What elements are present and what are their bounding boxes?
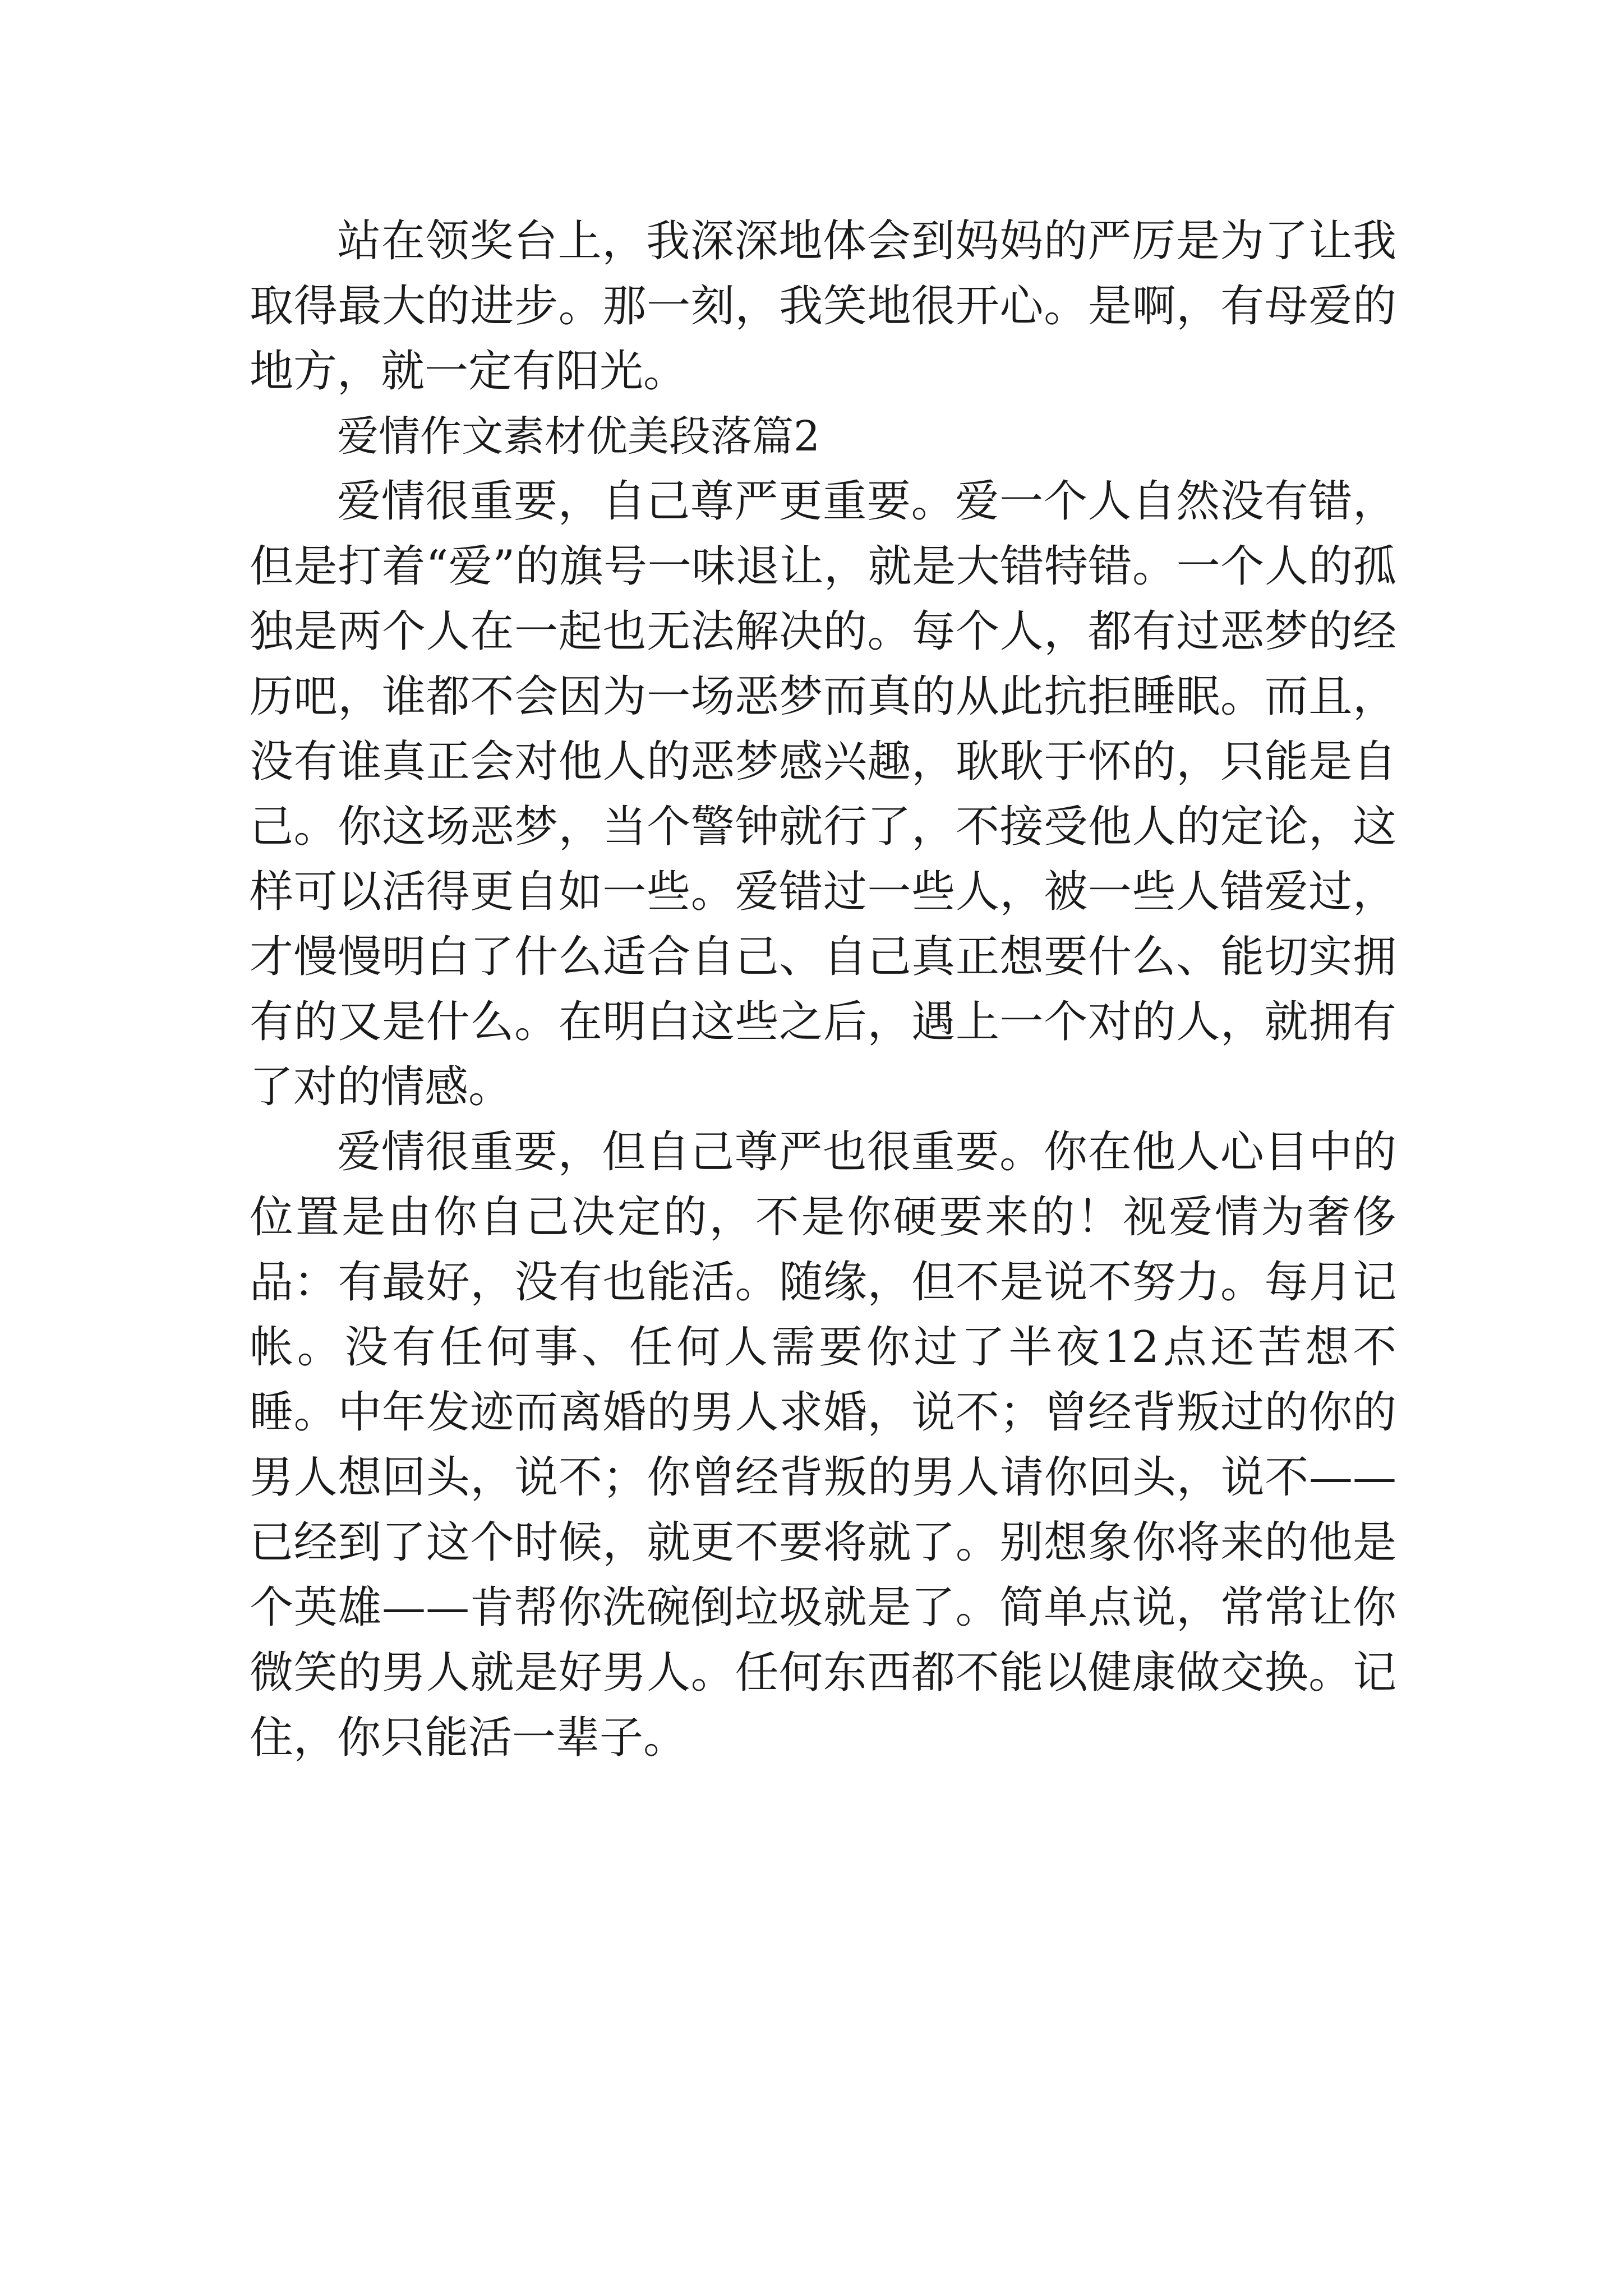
- section-heading: 爱情作文素材优美段落篇2: [337, 412, 820, 461]
- paragraph-2: 爱情很重要，自己尊严更重要。爱一个人自然没有错，但是打着“爱”的旗号一味退让，就是大错特错。一个人的孤独是两个人在一起也无法解决的。每个人，都有过恶梦的经历吧，谁都不会因为一场恶梦而真的从此抗拒睡眠。而且，没有谁真正会对他人的恶梦感兴趣，耿耿于怀的，只能是自己。你这场恶梦，当个警钟就行了，不接受他人的定论，这样可以活得更自如一些。爱错过一些人，被一些人错爱过，才慢慢明白了什么适合自己、自己真正想要什么、能切实拥有的又是什么。在明白这些之后，遇上一个对的人，就拥有了对的情感。: [250, 476, 1396, 1112]
- paragraph-3: 爱情很重要，但自己尊严也很重要。你在他人心目中的位置是由你自己决定的，不是你硬要来的！视爱情为奢侈品：有最好，没有也能活。随缘，但不是说不努力。每月记帐。没有任何事、任何人需要你过了半夜12点还苦想不睡。中年发迹而离婚的男人求婚，说不；曾经背叛过的你的男人想回头，说不；你曾经背叛的男人请你回头，说不——已经到了这个时候，就更不要将就了。别想象你将来的他是个英雄——肯帮你洗碗倒垃圾就是了。简单点说，常常让你微笑的男人就是好男人。任何东西都不能以健康做交换。记住，你只能活一辈子。: [250, 1127, 1396, 1763]
- paragraph-1: 站在领奖台上，我深深地体会到妈妈的严厉是为了让我取得最大的进步。那一刻，我笑地很开心。是啊，有母爱的地方，就一定有阳光。: [250, 216, 1396, 397]
- document-body: [250, 209, 1396, 1770]
